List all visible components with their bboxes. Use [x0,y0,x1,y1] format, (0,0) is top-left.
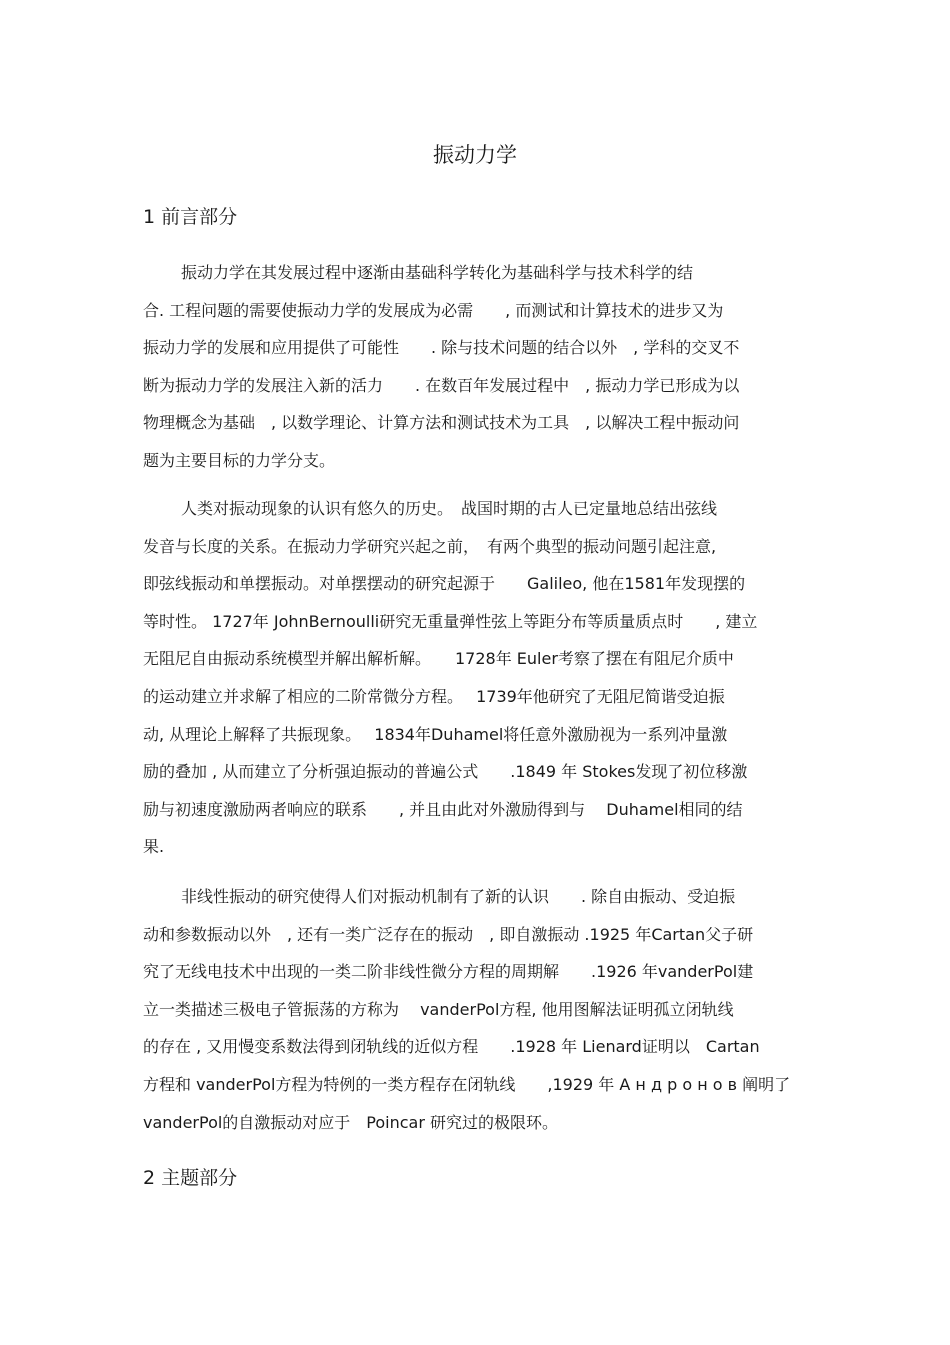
paragraph-line: 发音与长度的关系。在振动力学研究兴起之前， 有两个典型的振动问题引起注意, [143,536,717,556]
paragraph-line: 即弦线振动和单摆振动。对单摆摆动的研究起源于 Galileo, 他在1581年发现摆的 [143,574,746,594]
paragraph-line: 合. 工程问题的需要使振动力学的发展成为必需 , 而测试和计算技术的进步又为 [143,300,724,320]
paragraph-history [143,490,808,866]
paragraph-line: 无阻尼自由振动系统模型并解出解析解。 1728年 Euler考察了摆在有阻尼介质中 [143,649,734,669]
paragraph-line: 动和参数振动以外 , 还有一类广泛存在的振动 , 即自激振动 .1925 年Cartan父子研 [143,924,754,944]
paragraph-line: 立一类描述三极电子管振荡的方称为 vanderPol方程, 他用图解法证明孤立闭轨线 [143,999,734,1019]
paragraph-line: 非线性振动的研究使得人们对振动机制有了新的认识 . 除自由振动、受迫振 [181,887,736,906]
paragraph-line: vanderPol的自激振动对应于 Poincar 研究过的极限环。 [143,1112,559,1132]
paragraph-line: 断为振动力学的发展注入新的活力 . 在数百年发展过程中 , 振动力学已形成为以 [143,375,740,395]
paragraph-intro [143,254,808,480]
document-title: 振动力学 [433,143,517,167]
paragraph-line: 究了无线电技术中出现的一类二阶非线性微分方程的周期解 .1926 年vanderPol建 [143,962,754,982]
paragraph-nonlinear [143,878,808,1141]
paragraph-line: 动, 从理论上解释了共振现象。 1834年Duhamel将任意外激励视为一系列冲量激 [143,724,728,744]
paragraph-line: 物理概念为基础 , 以数学理论、计算方法和测试技术为工具 , 以解决工程中振动问 [143,413,740,433]
paragraph-line: 励的叠加 , 从而建立了分析强迫振动的普遍公式 .1849 年 Stokes发现了初位移激 [143,762,748,782]
paragraph-line: 题为主要目标的力学分支。 [143,450,336,470]
section-heading-preface: 1 前言部分 [143,206,238,228]
paragraph-line: 方程和 vanderPol方程为特例的一类方程存在闭轨线 ,1929 年 А н д р о н о в 阐明了 [143,1074,791,1094]
paragraph-line: 的运动建立并求解了相应的二阶常微分方程。 1739年他研究了无阻尼简谐受迫振 [143,686,725,706]
paragraph-line: 励与初速度激励两者响应的联系 , 并且由此对外激励得到与 Duhamel相同的结 [143,799,743,819]
paragraph-line: 振动力学在其发展过程中逐渐由基础科学转化为基础科学与技术科学的结 [181,263,694,282]
paragraph-line: 等时性。 1727年 JohnBernoulli研究无重量弹性弦上等距分布等质量质点时 , 建立 [143,611,758,631]
paragraph-line: 人类对振动现象的认识有悠久的历史。 战国时期的古人已定量地总结出弦线 [181,499,718,518]
paragraph-line: 果. [143,837,165,857]
section-heading-main: 2 主题部分 [143,1167,238,1189]
paragraph-line: 振动力学的发展和应用提供了可能性 . 除与技术问题的结合以外 , 学科的交叉不 [143,338,740,358]
paragraph-line: 的存在 , 又用慢变系数法得到闭轨线的近似方程 .1928 年 Lienard证明以 Cartan [143,1037,760,1057]
